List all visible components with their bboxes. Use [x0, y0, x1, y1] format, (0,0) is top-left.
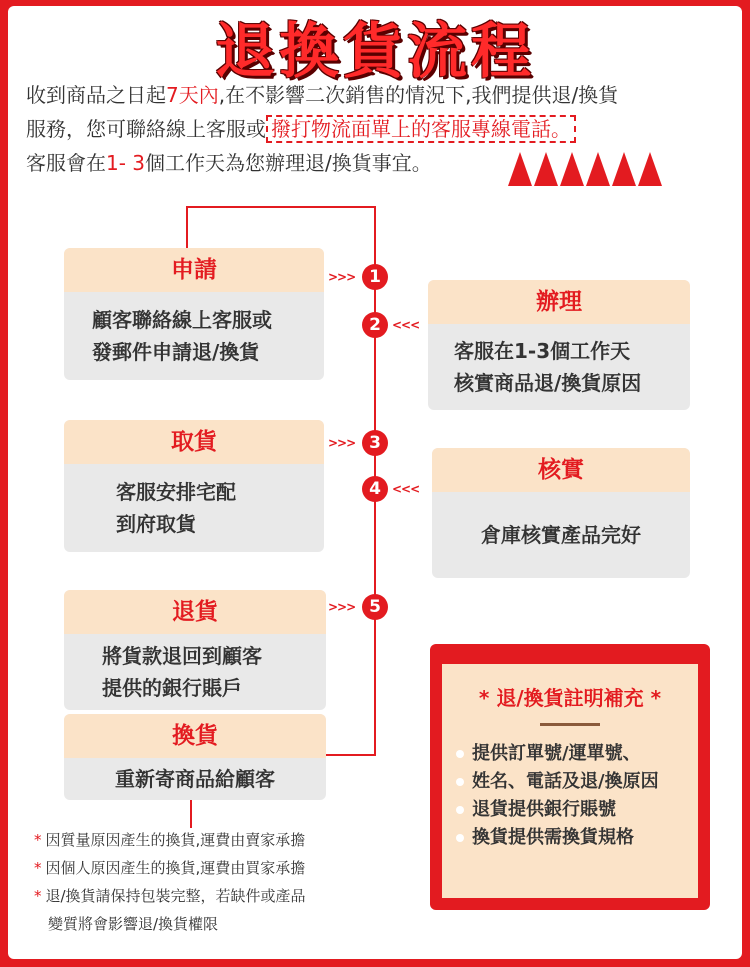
step-handle-line-1: 客服在1-3個工作天: [454, 339, 631, 363]
footnote-2: [34, 854, 404, 882]
note-item-3: 退貨提供銀行賬號: [456, 796, 684, 824]
step-handle-card: [428, 280, 690, 410]
step-verify-title: 核實: [432, 448, 690, 492]
intro-text-1a: 收到商品之日起: [26, 83, 166, 107]
star-icon: *: [34, 859, 42, 877]
step-pickup-card: [64, 420, 324, 552]
step-exchange-title: 換貨: [64, 714, 326, 758]
intro-text-3a: 客服會在: [26, 151, 106, 175]
step-apply-line-2: 發郵件申請退/換貨: [92, 340, 260, 364]
step-pickup-line-2: 到府取貨: [116, 512, 196, 536]
flow-line-top: [186, 206, 376, 208]
flow-line-left: [186, 206, 188, 250]
step-refund-line-1: 將貨款退回到顧客: [102, 644, 262, 668]
intro-line-2: [26, 112, 726, 146]
footnote-1-text: 因質量原因產生的換貨,運費由賣家承擔: [45, 831, 306, 849]
intro-days: 7天內: [166, 83, 219, 107]
step-apply-title: 申請: [64, 248, 324, 292]
note-item-4: 換貨提供需換貨規格: [456, 824, 684, 852]
note-divider: [540, 723, 600, 726]
intro-text-1c: ,在不影響二次銷售的情況下,我們提供退/換貨: [218, 83, 619, 107]
arrow-right-3: >>>: [328, 436, 356, 450]
step-number-4: 4: [362, 476, 388, 502]
note-item-2: 姓名、電話及退/換原因: [456, 768, 684, 796]
step-pickup-line-1: 客服安排宅配: [116, 480, 236, 504]
arrow-right-5: >>>: [328, 600, 356, 614]
page-title: 退換貨流程: [215, 17, 535, 87]
supplement-note-title: * 退/換貨註明補充 *: [478, 686, 662, 710]
flow-line-footnote: [190, 798, 192, 828]
step-apply-line-1: 顧客聯絡線上客服或: [92, 308, 272, 332]
intro-text-2a: 服務，您可聯絡線上客服或: [26, 117, 266, 141]
step-verify-line-1: 倉庫核實產品完好: [481, 523, 641, 547]
arrow-left-2: <<<: [392, 318, 420, 332]
footnotes: [34, 826, 404, 938]
star-icon: *: [34, 831, 42, 849]
intro-workdays: 1- 3: [106, 151, 146, 175]
footnote-1: [34, 826, 404, 854]
step-refund-card: [64, 590, 326, 710]
footnote-3-text: 退/換貨請保持包裝完整，若缺件或產品: [45, 887, 306, 905]
step-number-5: 5: [362, 594, 388, 620]
step-exchange-card: [64, 714, 326, 800]
star-icon: *: [34, 887, 42, 905]
supplement-note-box: [430, 644, 710, 910]
step-refund-line-2: 提供的銀行賬戶: [102, 676, 242, 700]
step-handle-title: 辦理: [428, 280, 690, 324]
supplement-note-list: [456, 740, 684, 852]
footnote-3-cont: 變質將會影響退/換貨權限: [48, 915, 219, 933]
footnote-2-text: 因個人原因產生的換貨,運費由買家承擔: [45, 859, 306, 877]
step-handle-line-2: 核實商品退/換貨原因: [454, 371, 642, 395]
step-pickup-title: 取貨: [64, 420, 324, 464]
step-refund-title: 退貨: [64, 590, 326, 634]
intro-hotline: 撥打物流面單上的客服專線電話。: [266, 115, 576, 143]
step-number-2: 2: [362, 312, 388, 338]
note-item-1: 提供訂單號/運單號、: [456, 740, 684, 768]
arrow-left-4: <<<: [392, 482, 420, 496]
step-apply-card: [64, 248, 324, 380]
intro-text-3c: 個工作天為您辦理退/換貨事宜。: [145, 151, 432, 175]
flow-line-bottom: [326, 754, 376, 756]
arrow-right-1: >>>: [328, 270, 356, 284]
intro-line-1: [26, 78, 726, 112]
step-verify-card: [432, 448, 690, 578]
step-exchange-line-1: 重新寄商品給顧客: [115, 767, 275, 791]
step-number-1: 1: [362, 264, 388, 290]
footnote-3: [34, 882, 404, 910]
warning-triangles-icon: [508, 152, 662, 186]
step-number-3: 3: [362, 430, 388, 456]
